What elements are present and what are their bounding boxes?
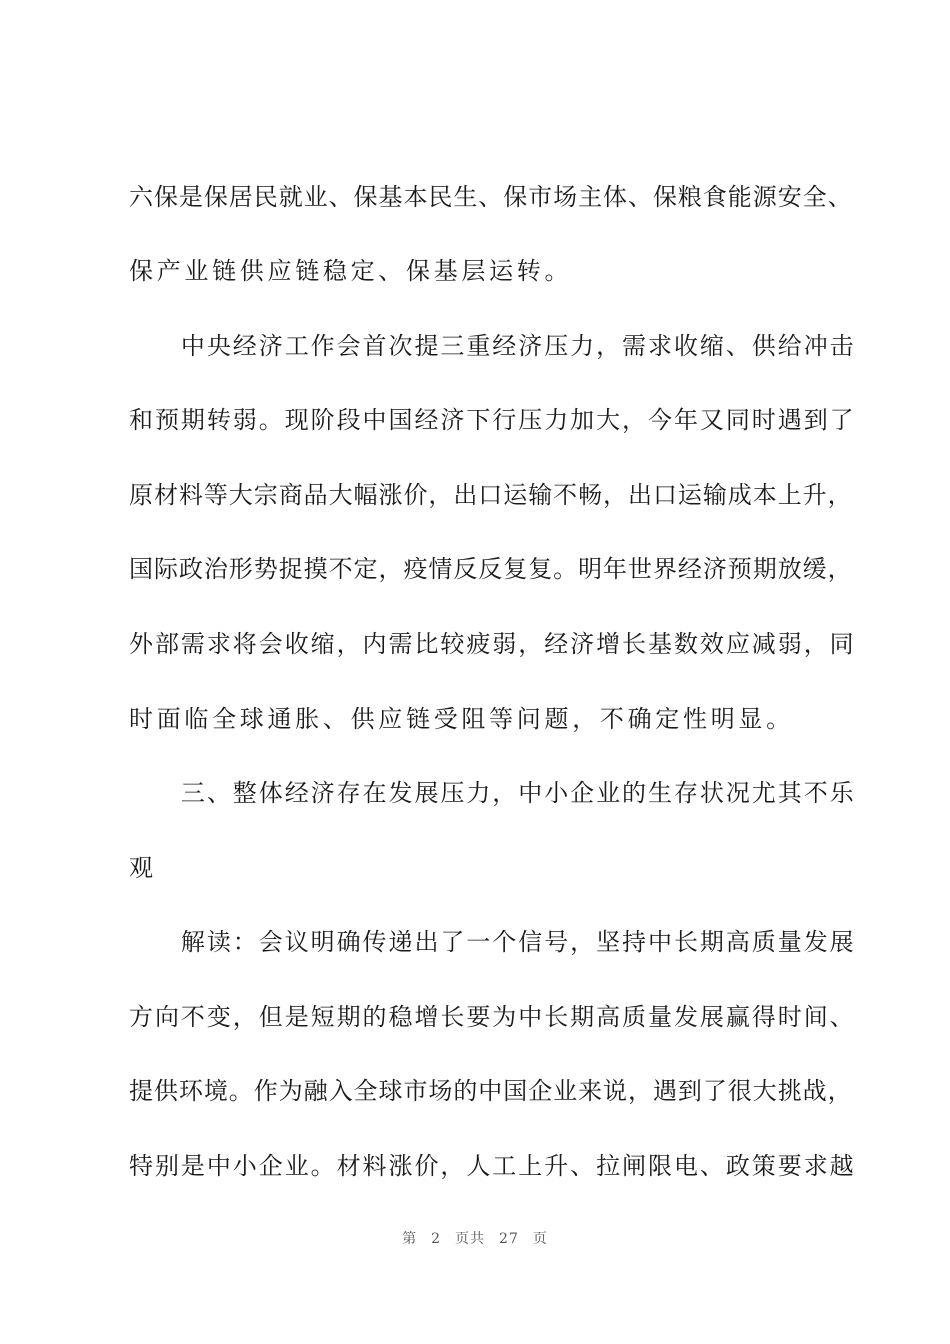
text-line-14: 特别是中小企业。材料涨价，人工上升、拉闸限电、政策要求越	[129, 1152, 856, 1180]
footer-total-pages: 27	[499, 1231, 519, 1247]
footer-middle: 页共	[455, 1231, 486, 1247]
text-line-8: 时面临全球通胀、供应链受阻等问题，不确定性明显。	[129, 705, 794, 733]
text-line-7: 外部需求将会收缩，内需比较疲弱，经济增长基数效应减弱，同	[129, 630, 856, 658]
page-footer	[0, 1229, 950, 1249]
text-line-1: 六保是保居民就业、保基本民生、保市场主体、保粮食能源安全、	[129, 183, 853, 211]
footer-suffix: 页	[532, 1231, 548, 1247]
text-line-2: 保产业链供应链稳定、保基层运转。	[129, 257, 573, 285]
text-line-5: 原材料等大宗商品大幅涨价，出口运输不畅，出口运输成本上升，	[129, 481, 853, 509]
text-line-3: 中央经济工作会首次提三重经济压力，需求收缩、供给冲击	[129, 332, 856, 360]
footer-current-page: 2	[431, 1231, 442, 1247]
text-line-9: 三、整体经济存在发展压力，中小企业的生存状况尤其不乐	[129, 779, 856, 807]
text-line-13: 提供环境。作为融入全球市场的中国企业来说，遇到了很大挑战，	[129, 1077, 853, 1105]
text-line-10: 观	[129, 854, 157, 882]
text-line-4: 和预期转弱。现阶段中国经济下行压力加大，今年又同时遇到了	[129, 406, 856, 434]
text-line-11: 解读：会议明确传递出了一个信号，坚持中长期高质量发展	[129, 928, 856, 956]
text-line-6: 国际政治形势捉摸不定，疫情反反复复。明年世界经济预期放缓，	[129, 555, 853, 583]
text-line-12: 方向不变，但是短期的稳增长要为中长期高质量发展赢得时间、	[129, 1003, 856, 1031]
footer-prefix: 第	[402, 1231, 418, 1247]
